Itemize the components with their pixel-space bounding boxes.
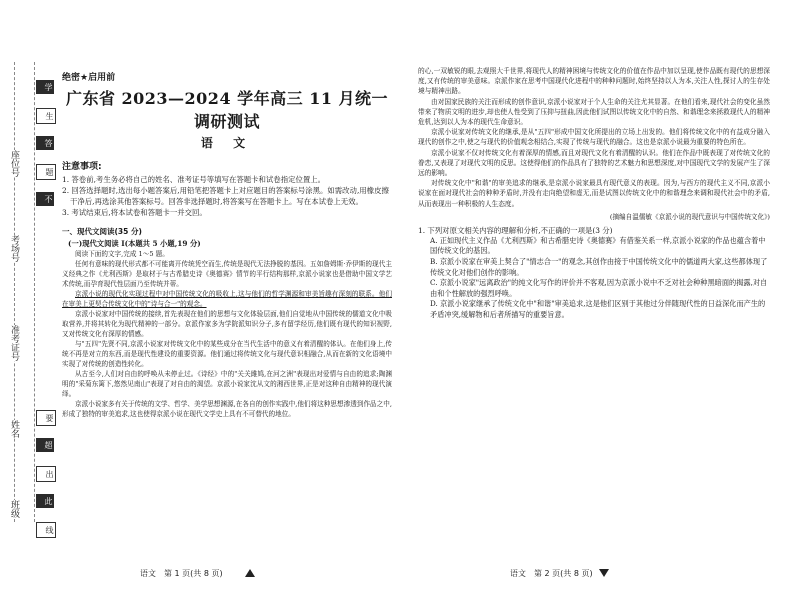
question-stem: 1. 下列对原文相关内容的理解和分析,不正确的一项是(3 分)	[418, 225, 613, 235]
binding-stamp: 超	[36, 438, 54, 452]
subsection-heading: (一)现代文阅读 I(本题共 5 小题,19 分)	[68, 239, 201, 248]
binding-stamp: 学	[36, 80, 54, 94]
exam-title: 广东省 2023—2024 学年高三 11 月统一调研测试	[65, 89, 389, 131]
footer-page-label: 语文 第 2 页(共 8 页)	[510, 569, 593, 578]
triangle-up-icon	[245, 569, 255, 577]
option-d: D. 京派小说家继承了传统文化中"和谐"审美追求,这是他们区别于其他过分伴随现代性的日益深化而产生的矛盾冲突,缓解物和后者所描写的重要旨意。	[430, 299, 766, 319]
passage-paragraph: 京派小说家对中国传统的接续,首先表现在他们的思想与文化体验层面,他们自觉地从中国传统的儒道文化中吸取营养,并将其转化为现代精神的一部分。京派作家多为学院派知识分子,多有留学经历,他们既有现代的知识视野,又对传统文化有深厚的情感。	[62, 310, 392, 338]
binding-stamp: 此	[36, 494, 54, 508]
option-a: A. 正如现代主义作品《尤利西斯》和古希腊史诗《奥德赛》有借鉴关系一样,京派小说家的作品也蕴含着中国传统文化的基因。	[430, 235, 766, 256]
section-heading: 一、现代文阅读(35 分)	[62, 227, 142, 236]
passage-paragraph: 的心,一双敏锐的眼,去观照大千世界,将现代人的精神困境与传统文化的价值在作品中加以呈现,使作品既有现代的思想深度,又有传统的审美意味。京派作家在思考中国现代化进程中的种种问题时,始终坚持以人为本,关注人性,探讨人的生存处境与精神出路。	[418, 67, 770, 96]
secret-label: 绝密★启用前	[62, 73, 116, 83]
binding-strip	[0, 0, 60, 592]
passage-paragraph: 由对国家民族的关注而形成的创作意识,京派小说家对于个人生命的关注尤其显著。在他们看来,现代社会的变化虽然带来了物质文明的进步,却也使人性受到了压抑与扭曲,因此他们试图以传统文化中的自然、和谐理念来拯救现代人的精神危机,达到以人为本的现代生命意识。	[418, 97, 770, 127]
seat-number-label: 座位号	[4, 150, 24, 177]
binding-stamp: 不	[36, 192, 54, 206]
exam-room-label: 考场号	[4, 235, 24, 262]
passage-paragraph: 对传统文化中"和谐"的审美追求的继承,是京派小说家最具有现代意义的表现。因为,与西方的现代主义不同,京派小说家在面对现代社会的种种矛盾时,并没有走向绝望和虚无,而是试图以传统文化中的和谐理念来调和现代社会中的矛盾,从而表现出一种积极的人生态度。	[418, 179, 770, 208]
binding-stamp: 答	[36, 136, 54, 150]
notice-item: 2. 回答选择题时,选出每小题答案后,用铅笔把答题卡上对应题目的答案标号涂黑。如需改动,用橡皮擦干净后,再选涂其他答案标号。回答非选择题时,将答案写在答题卡上。写在本试卷上无效。	[62, 186, 389, 206]
binding-stamp: 线	[36, 522, 56, 538]
passage-paragraph: 与"五四"先贤不同,京派小说家对传统文化中的某些成分在当代生活中的意义有着清醒的体认。在他们身上,传统不再是对立的东西,而是现代性建设的重要资源。他们通过将传统文化与现代意识相融合,从而在新的文化语境中实现了对传统的创造性转化。	[62, 340, 392, 368]
option-b: B. 京派小说家在审美上契合了"情志合一"的观念,其创作由接于中国传统文化中的儒道两大家,这些都体现了传统文化对他们创作的影响。	[430, 257, 768, 277]
binding-stamp: 生	[36, 108, 56, 124]
subject-title: 语 文	[200, 136, 254, 150]
reading-instruction: 阅读下面的文字,完成 1～5 题。	[75, 250, 169, 258]
option-c: C. 京派小说家"远离政治"的纯文化写作的评价并不客观,因为京派小说中不乏对社会种种黑暗面的揭露,对自由和个性解放的强烈呼唤。	[430, 278, 768, 298]
notice-item: 3. 考试结束后,将本试卷和答题卡一并交回。	[62, 208, 207, 217]
passage-paragraph: 任何有意味的现代形式都不可能离开传统凭空而生,传统是现代无法挣脱的基因。五如詹姆斯·乔伊斯的现代主义经典之作《尤利西斯》是取材于与古希腊史诗《奥德赛》情节的平行结构那样,京派小说家也是借助中国文学艺术传统,而孕育现代性层面乃至传统并蒂。	[62, 260, 392, 288]
binding-stamp: 要	[36, 410, 56, 426]
left-column	[62, 70, 392, 419]
binding-line	[14, 62, 15, 522]
page-footer-right	[510, 568, 609, 579]
page-footer-left	[140, 568, 255, 579]
notice-item: 1. 答卷前,考生务必将自己的姓名、准考证号等填写在答题卡和试卷指定位置上。	[62, 175, 326, 184]
notice-title: 注意事项:	[62, 162, 102, 172]
passage-paragraph: 从古至今,人们对自由的呼唤从未停止过。《诗经》中的"关关雎鸠,在河之洲"表现出对爱情与自由的追求;陶渊明的"采菊东篱下,悠然见南山"表现了对自由的渴望。京派小说家沈从文的湘西世界,正是对这种自由精神的现代演绎。	[62, 370, 392, 398]
passage-paragraph: 京派小说家多有关于传统的文学、哲学、美学思想渊源,在各自的创作实践中,他们将这种思想渗透到作品之中,形成了独特的审美追求,这也使得京派小说在现代文学史上具有不可替代的地位。	[62, 400, 392, 418]
binding-stamp: 题	[36, 164, 56, 180]
footer-page-label: 语文 第 1 页(共 8 页)	[140, 569, 223, 578]
right-column	[418, 66, 770, 321]
passage-paragraph-underlined: 京派小说的现代化实现过程中对中国传统文化的吸收上,这与他们的哲学渊源和审美旨趣有深刻的联系。他们在审美上更契合传统文化中的"诗与合一"的观念。	[62, 290, 392, 308]
name-label: 姓名	[4, 420, 24, 438]
passage-paragraph: 京派小说家不仅对传统文化有着深厚的情感,而且对现代文化有着清醒的认识。他们在作品中既表现了对传统文化的眷恋,又表现了对现代文明的反思。这使得他们的作品具有了独特的艺术魅力和思想深度,对中国现代文学的发展产生了深远的影响。	[418, 148, 770, 178]
ticket-number-label: 准考证号	[4, 325, 24, 361]
binding-line	[34, 62, 35, 522]
triangle-down-icon	[599, 569, 609, 577]
passage-source: (摘编自温儒敏《京派小说的现代意识与中国传统文化》)	[609, 212, 770, 221]
class-label: 班级	[4, 500, 24, 518]
passage-paragraph: 京派小说家对传统文化的继承,是从"五四"形成中国文化所提出的立场上出发的。他们将传统文化中的有益成分融入现代的创作之中,使之与现代的价值观念相结合,实现了传统与现代的融合。这也是京派小说最为重要的特色所在。	[418, 128, 770, 147]
binding-stamp: 出	[36, 466, 56, 482]
